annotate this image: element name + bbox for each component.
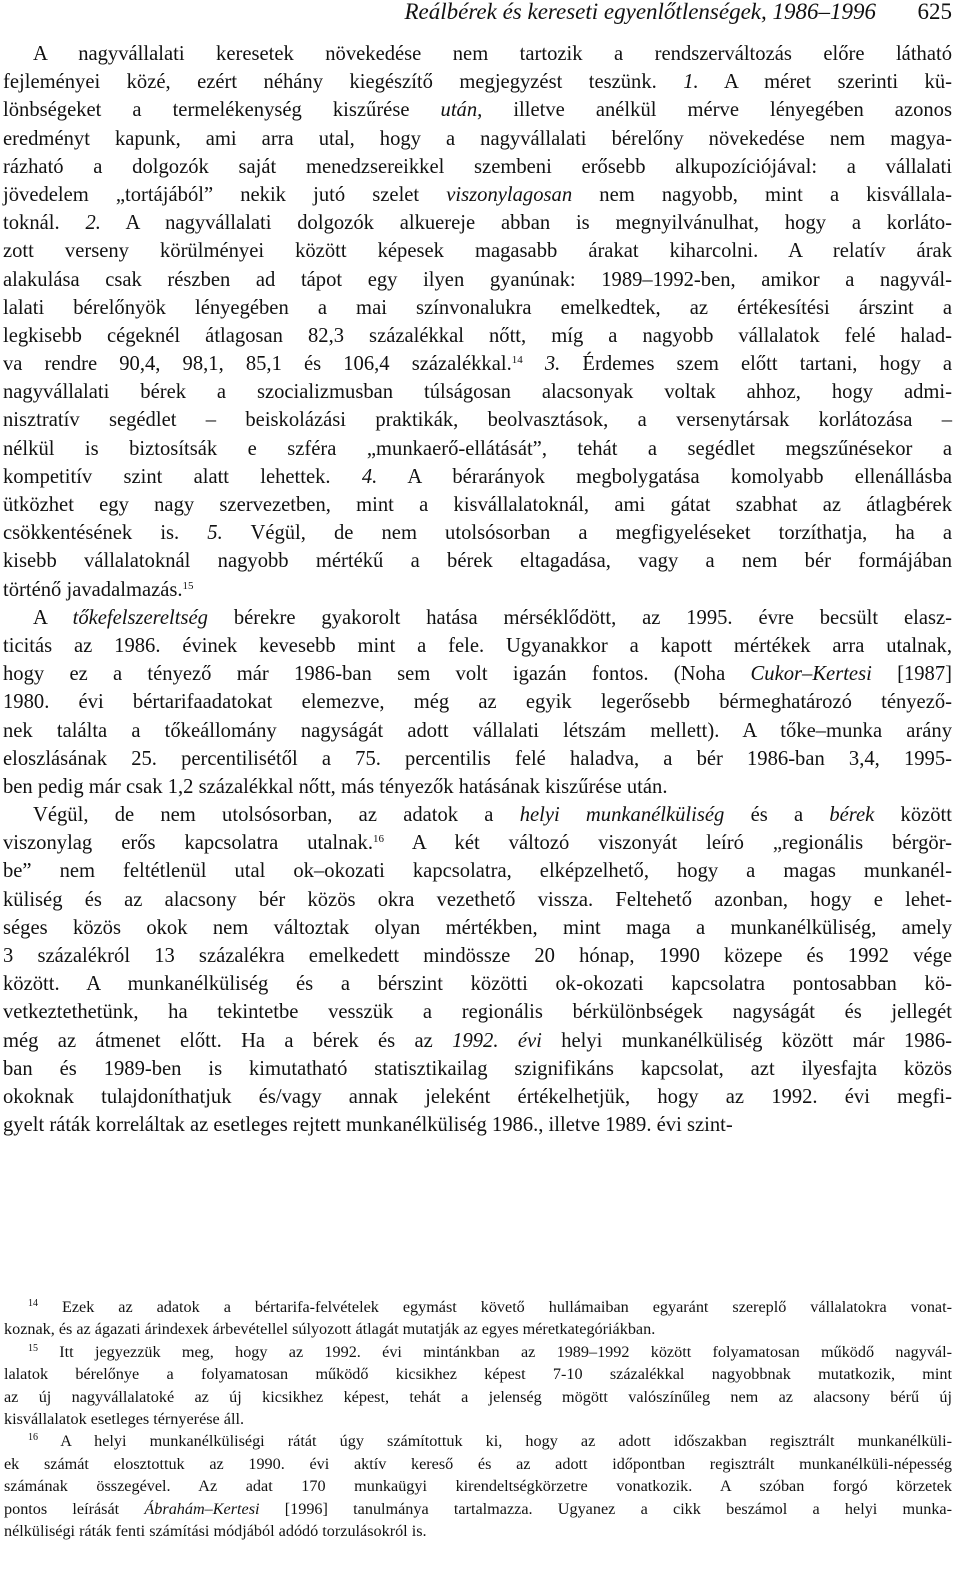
text-segment: nem nagyobb, mint a kisvállala- [572,183,952,206]
text-segment: Ezek az adatok a bértarifa-felvételek egymást követő hullámaiban egyaránt szereplő vállalatokra vonat- [38,1298,952,1316]
text-segment: 1980. évi bértarifaadatokat elemezve, még az egyik legerősebb bérmeghatározó tényező- [3,691,952,714]
text-line [3,378,952,406]
text-line [4,1318,952,1340]
text-line [3,1111,952,1139]
italic-text: viszonylagosan [446,183,573,206]
text-line [3,519,952,547]
text-segment: Itt jegyezzük meg, hogy az 1992. évi mintánkban az 1989–1992 között folyamatosan működő nagyvál- [38,1342,952,1361]
text-line [4,1386,952,1408]
text-segment: [1996] tanulmánya tartalmazza. Ugyanez a cikk beszámol a helyi munka- [259,1499,952,1518]
text-segment: kompetitív szint alatt lehettek. [3,465,362,488]
text-line [3,1027,952,1055]
text-segment: nagyvállalati bérek a szocializmusban túlságosan alacsonyak voltak ahhoz, hogy admi- [3,381,952,404]
text-line [3,717,952,745]
text-line [3,125,952,153]
text-segment: A [33,606,73,629]
text-line [4,1341,952,1363]
text-line [3,970,952,998]
text-line [4,1430,952,1452]
text-line [3,660,952,688]
text-segment: között. A munkanélküliség és a bérszint közötti ok-okozati kapcsolatra pontosabban kö- [3,973,952,996]
text-line [3,1055,952,1083]
footnote-reference: 16 [372,833,384,846]
text-segment: A nagyvállalati keresetek növekedése nem tartozik a rendszerváltozás előre látható [33,43,952,65]
footnote-reference: 16 [28,1432,38,1444]
text-line [3,237,952,265]
text-segment: A méret szerinti kü- [698,71,952,94]
text-line [3,773,952,801]
text-segment: küliség és az alacsony bér közös okra vezethető vissza. Feltehető azonban, hogy e lehet- [3,888,952,911]
text-segment: lalatok bérelőnye a folyamatosan működő kicsikhez képest 7-10 százalékkal nagyobbnak mutatkozik, mint [4,1365,952,1384]
text-line [3,998,952,1026]
text-line [3,942,952,970]
text-line [3,209,952,237]
text-line [3,96,952,124]
text-line [3,576,952,604]
text-segment: ban és 1989-ben is kimutatható statisztikailag szignifikáns kapcsolat, azt ilyesfajta közös [3,1057,952,1080]
paragraph [3,801,952,1139]
text-segment: koznak, és az ágazati árindexek árbevétellel súlyozott átlagát mutatják az egyes méretkategóriákban. [4,1320,656,1339]
text-line [4,1296,952,1318]
text-line [4,1498,952,1520]
text-segment: gyelt ráták korreláltak az esetleges rejtett munkanélküliség 1986., illetve 1989. évi szint- [3,1114,733,1137]
paragraph [3,604,952,801]
text-segment: alakulása csak részben ad tápot egy ilyen gyanúnak: 1989–1992-ben, amikor a nagyvál- [3,268,952,291]
italic-text: 3. [544,353,561,376]
text-segment: számának összegével. Az adat 170 munkaügyi kirendeltségkörzetre vonatkozik. A szóban forgó körzetek [4,1477,952,1496]
text-line [3,688,952,716]
page-number: 625 [917,0,952,24]
text-segment: kisvállalatok esetleges térnyerése áll. [4,1409,245,1428]
text-segment: nek találta a tőkeállomány nagyságát adott vállalati létszám mellett). A tőke–munka arány [3,719,952,742]
text-segment: lönbségeket a termelékenység kiszűrése [3,99,441,122]
text-segment: rázható a dolgozók saját menedzsereikkel szembeni erősebb alkupozíciójával: a vállalati [3,155,952,178]
text-segment: történő javadalmazás. [3,578,183,601]
text-line [3,604,952,632]
text-line [4,1520,952,1542]
text-line [3,829,952,857]
text-segment: ütközhet egy nagy szervezetben, mint a kisvállalatoknál, ami gátat szabhat az átlagbérek [3,494,952,516]
footnote-reference: 15 [182,579,194,592]
text-segment: nélkül is biztosítsák e szféra „munkaerő-ellátását”, tehát a segédlet megszűnésekor a [3,437,952,460]
italic-text: helyi munkanélküliség [519,804,725,827]
running-title: Reálbérek és kereseti egyenlőtlenségek, 1986–1996 [404,0,876,24]
text-line [4,1408,952,1430]
page-header [0,0,952,28]
italic-text: 1. [683,71,699,94]
text-segment: Végül, de nem utolsósorban a megfigyeléseket torzíthatja, ha a [222,522,952,545]
text-line [3,153,952,181]
text-line [4,1453,952,1475]
text-line [3,801,952,829]
text-segment: és a [724,804,830,827]
text-line [3,745,952,773]
italic-text: 5. [207,522,223,545]
italic-text: 1992. évi [452,1029,542,1052]
text-segment: pontos leírását [4,1499,145,1518]
text-segment: okoknak tulajdoníthatjuk és/vagy annak jeleként értékelhetjük, hogy az 1992. évi megfi- [3,1085,952,1108]
text-line [4,1475,952,1497]
footnotes [4,1296,952,1542]
text-line [3,294,952,322]
text-line [3,632,952,660]
text-line [3,40,952,68]
text-segment: be” nem feltétlenül utal ok–okozati kapcsolatra, elképzelhető, hogy a magas munkanél- [3,860,952,883]
text-segment: helyi munkanélküliség között már 1986- [541,1029,953,1052]
text-segment: még az átmenet előtt. Ha a bérek és az [3,1029,453,1052]
text-line [3,547,952,575]
text-segment: A nagyvállalati dolgozók alkuereje abban is megnyilvánulhat, hogy a korláto- [100,212,952,235]
italic-text: tőkefelszereltség [72,606,208,629]
text-segment: kisebb vállalatoknál nagyobb mértékű a bérek eltagadása, vagy a nem bér formájában [3,550,952,573]
italic-text: 4. [361,465,378,488]
text-segment: eloszlásának 25. percentilisétől a 75. percentilis felé haladva, a bér 1986-ban 3,4, 1995- [3,747,952,770]
text-segment: séges közös okok nem változtak olyan mértékben, mint maga a munkanélküliség, amely [3,916,952,939]
text-line [3,68,952,96]
footnote [4,1430,952,1542]
text-segment: ticitás az 1986. évinek kevesebb mint a fele. Ugyanakkor a kapott mértékek arra utalnak, [3,634,952,657]
text-line [3,266,952,294]
text-segment: lalati bérelőnyök lényegében a mai színvonalukra emelkedtek, az értékesítési árszint a [3,296,952,319]
text-segment: nisztratív segédlet – beiskolázási praktikák, beolvasztások, a versenytársak korlátozása – [3,409,952,432]
text-segment: A helyi munkanélküliségi rátát úgy számítottuk ki, hogy az adott időszakban regisztrált munkanélküli- [38,1432,952,1451]
text-line [3,463,952,491]
italic-text: Cukor–Kertesi [750,663,872,686]
italic-text: Ábrahám–Kertesi [144,1499,260,1518]
text-segment: A két változó viszonyát leíró „regionális bérgör- [383,832,952,855]
text-segment: toknál. [3,212,86,235]
text-segment: az új nagyvállalatoké az új kicsikhez képest, tehát a jelenség mögött valószínűleg nem az alacsony bérű új [4,1387,952,1406]
text-segment: [1987] [871,663,952,686]
text-segment: nélküliségi ráták fenti számítási módjából adódó torzulásokról is. [4,1521,427,1540]
text-segment: legkisebb cégeknél átlagosan 82,3 százalékkal nőtt, míg a nagyobb vállalatok felé halad- [3,324,952,347]
text-line [3,1083,952,1111]
text-segment: hogy ez a tényező már 1986-ban sem volt igazán fontos. (Noha [3,663,751,686]
italic-text: után, [440,99,483,122]
text-segment: va rendre 90,4, 98,1, 85,1 és 106,4 százalékkal. [3,353,512,376]
text-segment: jövedelem „tortájából” nekik jutó szelet [3,183,447,206]
text-segment: vetkeztethetünk, ha tekintetbe vesszük a regionális bérkülönbségek nagyságát és jellegét [3,1001,952,1024]
text-segment: Érdemes szem előtt tartani, hogy a [560,353,952,376]
text-line [3,857,952,885]
text-segment: zott verseny körülményei között képesek magasabb árakat kiharcolni. A relatív árak [3,240,952,263]
paragraph [3,40,952,604]
text-line [3,350,952,378]
text-line [3,914,952,942]
italic-text: 2. [85,212,101,235]
footnote-reference: 14 [511,354,523,367]
text-line [3,491,952,519]
text-segment: ek számát elosztottuk az 1990. évi aktív kereső és az adott időpontban regisztrált munkanélküli-népesség [4,1454,952,1473]
text-line [3,435,952,463]
text-line [3,886,952,914]
text-segment: Végül, de nem utolsósorban, az adatok a [33,804,520,827]
text-segment: viszonylag erős kapcsolatra utalnak. [3,832,373,855]
text-segment: ben pedig már csak 1,2 százalékkal nőtt, más tényezők hatásának kiszűrése után. [3,775,668,798]
text-segment: 3 százalékról 13 százalékra emelkedett mindössze 20 hónap, 1990 közepe és 1992 vége [3,945,952,967]
text-segment: illetve anélkül mérve lényegében azonos [482,99,952,122]
footnote [4,1341,952,1431]
text-segment: bérekre gyakorolt hatása mérséklődött, az 1995. évre becsült elasz- [207,606,952,629]
text-segment: fejleményei közé, ezért néhány kiegészítő megjegyzést teszünk. [3,71,684,94]
text-segment: között [874,804,952,827]
footnote-reference: 15 [28,1342,38,1354]
text-segment: A bérarányok megbolygatása komolyabb ellenállásba [377,465,952,488]
text-line [3,181,952,209]
text-segment: eredményt kapunk, ami arra utal, hogy a nagyvállalati bérelőny növekedése nem magya- [3,127,952,150]
text-segment: csökkentésének is. [3,522,208,545]
text-line [4,1363,952,1385]
body-text [3,40,952,1139]
footnote-reference: 14 [28,1298,38,1309]
text-segment [523,353,545,375]
text-line [3,406,952,434]
text-line [3,322,952,350]
footnote [4,1296,952,1341]
italic-text: bérek [829,804,875,827]
